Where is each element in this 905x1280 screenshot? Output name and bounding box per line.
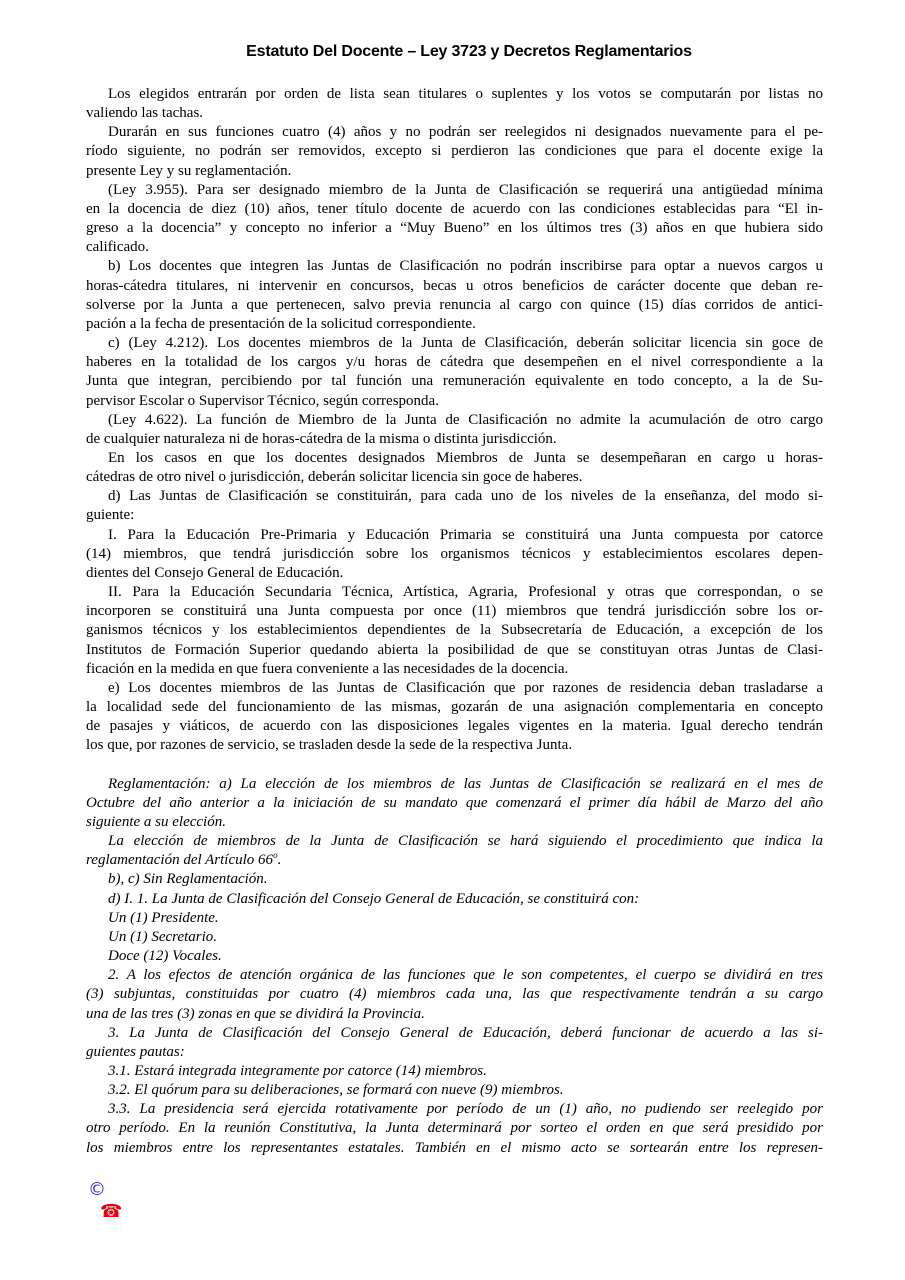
text-line	[86, 142, 823, 161]
text-line	[86, 123, 823, 142]
line-text: ganismos técnicos y los establecimientos dependientes de la Subsecretaría de Educación, a excepción de los	[86, 622, 823, 639]
regulation-section	[86, 775, 823, 1158]
paragraph	[86, 583, 823, 679]
line-text: guientes pautas:	[86, 1043, 185, 1060]
line-text: guiente:	[86, 507, 135, 524]
text-line	[86, 334, 823, 353]
text-line	[86, 1100, 823, 1119]
line-text: cátedras de otro nivel o jurisdicción, deberán solicitar licencia sin goce de haberes.	[86, 469, 583, 486]
text-line	[86, 947, 823, 966]
text-line	[86, 1119, 823, 1138]
line-text: dientes del Consejo General de Educación.	[86, 564, 344, 581]
text-line	[86, 870, 823, 889]
paragraph	[86, 1024, 823, 1062]
text-line	[86, 315, 823, 334]
text-line	[86, 832, 823, 851]
line-text: una de las tres (3) zonas en que se dividirá la Provincia.	[86, 1005, 425, 1022]
paragraph	[86, 85, 823, 123]
paragraph	[86, 1100, 823, 1157]
line-text: de pasajes y viáticos, de acuerdo con las disposiciones legales vigentes en la materia. Igual derecho tendrán	[86, 718, 823, 735]
text-line	[86, 890, 823, 909]
line-text: d) Las Juntas de Clasificación se constituirán, para cada uno de los niveles de la enseñanza, del modo si-	[108, 488, 823, 505]
law-section	[86, 85, 823, 755]
paragraph	[86, 411, 823, 449]
text-line	[86, 717, 823, 736]
line-text: los que, por razones de servicio, se trasladen desde la sede de la respectiva Junta.	[86, 737, 573, 754]
text-line	[86, 851, 823, 870]
line-text: Un (1) Secretario.	[108, 928, 217, 945]
text-line	[86, 277, 823, 296]
text-line	[86, 162, 823, 181]
text-line	[86, 411, 823, 430]
text-line	[86, 621, 823, 640]
section-gap	[86, 755, 823, 774]
text-line	[86, 1062, 823, 1081]
line-text: la localidad sede del funcionamiento de las mismas, gozarán de una asignación complementaria en concepto	[86, 699, 823, 715]
line-text: haberes en la totalidad de los cargos y/u horas de cátedra que desempeñen en el nivel correspondiente a la	[86, 354, 823, 371]
line-text: incorporen se constituirá una Junta compuesta por once (11) miembros que tendrá jurisdicción sobre los or-	[86, 603, 823, 620]
line-text: pervisor Escolar o Supervisor Técnico, según corresponda.	[86, 392, 439, 409]
paragraph	[86, 123, 823, 180]
line-text: (3) subjuntas, constituidas por cuatro (4) miembros cada una, las que respectivamente tendrán a su cargo	[86, 986, 823, 1003]
text-line	[86, 85, 823, 104]
text-line	[86, 449, 823, 468]
text-line	[86, 468, 823, 487]
line-text: b), c) Sin Reglamentación.	[108, 871, 268, 888]
line-text: Un (1) Presidente.	[108, 909, 219, 926]
text-line	[86, 928, 823, 947]
copyright-icon: ©	[88, 1179, 106, 1200]
line-text: Junta que integran, percibiendo por tal función una remuneración equivalente en todo concepto, a la de Su-	[86, 373, 823, 390]
text-line	[86, 583, 823, 602]
text-line	[86, 545, 823, 564]
line-text: Octubre del año anterior a la iniciación de su mandato que comenzará el primer día hábil de Marzo del año	[86, 794, 823, 811]
paragraph	[86, 928, 823, 947]
text-line	[86, 104, 823, 123]
line-text: 3.3. La presidencia será ejercida rotativamente por período de un (1) año, no pudiendo ser reelegido por	[108, 1101, 823, 1118]
paragraph	[86, 181, 823, 258]
text-line	[86, 698, 823, 717]
line-text: 3.1. Estará integrada integramente por catorce (14) miembros.	[108, 1062, 487, 1079]
line-text: En los casos en que los docentes designados Miembros de Junta se desempeñaran en cargo u horas-	[108, 449, 823, 466]
paragraph	[86, 487, 823, 525]
text-line	[86, 602, 823, 621]
text-line	[86, 1081, 823, 1100]
text-line	[86, 909, 823, 928]
line-text: (Ley 4.622). La función de Miembro de la Junta de Clasificación no admite la acumulación de otro cargo	[108, 411, 823, 428]
line-text: presente Ley y su reglamentación.	[86, 162, 292, 179]
line-text: horas-cátedra titulares, ni intervenir en concursos, becas u otros beneficios de carácter docente que deban re-	[86, 277, 823, 294]
line-text: ficación en la medida en que fuera conveniente a las necesidades de la docencia.	[86, 660, 569, 677]
paragraph	[86, 1062, 823, 1081]
line-tail: .	[277, 852, 282, 869]
text-line	[86, 966, 823, 985]
line-text: Reglamentación: a) La elección de los miembros de las Juntas de Clasificación se realizará en el mes de	[108, 775, 823, 792]
text-line	[86, 506, 823, 525]
line-text: pación a la fecha de presentación de la solicitud correspondiente.	[86, 315, 476, 332]
text-line	[86, 238, 823, 257]
line-text: en la docencia de diez (10) años, tener título docente de acuerdo con las condiciones establecidas para “El in-	[86, 200, 823, 217]
line-text: siguiente a su elección.	[86, 813, 226, 830]
phone-icon: ☎	[100, 1201, 123, 1222]
paragraph	[86, 679, 823, 756]
text-line	[86, 775, 823, 794]
paragraph	[86, 1081, 823, 1100]
text-line	[86, 660, 823, 679]
text-line	[86, 1005, 823, 1024]
line-text: Durarán en sus funciones cuatro (4) años y no podrán ser reelegidos ni designados nuevamente para el pe-	[108, 124, 823, 141]
text-line	[86, 392, 823, 411]
line-text: e) Los docentes miembros de las Juntas de Clasificación que por razones de residencia deban trasladarse a	[108, 679, 823, 696]
text-line	[86, 353, 823, 372]
text-line	[86, 296, 823, 315]
text-line	[86, 219, 823, 238]
text-line	[86, 526, 823, 545]
superscript: o	[273, 850, 278, 861]
text-line	[86, 564, 823, 583]
line-text: de cualquier naturaleza ni de horas-cátedra de la misma o distinta jurisdicción.	[86, 430, 557, 447]
line-text: (14) miembros, que tendrá jurisdicción sobre los organismos técnicos y establecimientos escolares depen-	[86, 545, 823, 562]
line-text: (Ley 3.955). Para ser designado miembro de la Junta de Clasificación se requerirá una antigüedad mínima	[108, 181, 823, 198]
line-text: calificado.	[86, 239, 149, 256]
paragraph	[86, 870, 823, 889]
line-text: los miembros entre los representantes estatales. También en el mismo acto se sortearán entre los represen-	[86, 1139, 823, 1156]
text-line	[86, 487, 823, 506]
line-text: 3. La Junta de Clasificación del Consejo General de Educación, deberá funcionar de acuerdo a las si-	[108, 1024, 823, 1041]
text-line	[86, 1139, 823, 1158]
text-line	[86, 679, 823, 698]
text-line	[86, 430, 823, 449]
text-line	[86, 641, 823, 660]
text-line	[86, 181, 823, 200]
text-line	[86, 985, 823, 1004]
paragraph	[86, 526, 823, 583]
line-text: b) Los docentes que integren las Juntas de Clasificación no podrán inscribirse para optar a nuevos cargos u	[108, 258, 823, 275]
line-text: greso a la docencia” y concepto no inferior a “Muy Bueno” en los últimos tres (3) años en que hubiera sido	[86, 220, 823, 237]
text-line	[86, 257, 823, 276]
page-title: Estatuto Del Docente – Ley 3723 y Decretos Reglamentarios	[246, 43, 692, 60]
text-line	[86, 736, 823, 755]
line-text: La elección de miembros de la Junta de Clasificación se hará siguiendo el procedimiento que indica la	[108, 833, 823, 850]
line-text: Los elegidos entrarán por orden de lista sean titulares o suplentes y los votos se computarán por listas no	[108, 86, 823, 102]
text-line	[86, 813, 823, 832]
line-text: II. Para la Educación Secundaria Técnica, Artística, Agraria, Profesional y otras que correspondan, o se	[108, 584, 823, 601]
line-text: I. Para la Educación Pre-Primaria y Educación Primaria se constituirá una Junta compuesta por catorce	[108, 526, 823, 543]
text-line	[86, 794, 823, 813]
paragraph	[86, 334, 823, 411]
line-text: d) I. 1. La Junta de Clasificación del Consejo General de Educación, se constituirá con:	[108, 890, 640, 907]
line-text: Doce (12) Vocales.	[108, 948, 222, 965]
paragraph	[86, 909, 823, 928]
paragraph	[86, 890, 823, 909]
line-text: otro período. En la reunión Constitutiva, la Junta determinará por sorteo el orden en que será presidido por	[86, 1120, 823, 1137]
paragraph	[86, 832, 823, 870]
document-body	[86, 85, 823, 1158]
text-line	[86, 372, 823, 391]
line-text: valiendo las tachas.	[86, 105, 204, 122]
line-text: solverse por la Junta a que pertenecen, salvo previa renuncia al cargo con quince (15) días corridos de antici-	[86, 296, 823, 313]
paragraph	[86, 257, 823, 334]
paragraph	[86, 449, 823, 487]
text-line	[86, 200, 823, 219]
line-text: c) (Ley 4.212). Los docentes miembros de la Junta de Clasificación, deberán solicitar licencia sin goce de	[108, 335, 823, 352]
line-text: ríodo siguiente, no podrán ser removidos, excepto si perdieron las condiciones que para el docente exige la	[86, 143, 823, 160]
text-line	[86, 1043, 823, 1062]
line-text: Institutos de Formación Superior quedando abierta la posibilidad de que se constituyan otras Juntas de Clasi-	[86, 641, 823, 658]
paragraph	[86, 966, 823, 1023]
paragraph	[86, 775, 823, 832]
paragraph	[86, 947, 823, 966]
text-line	[86, 1024, 823, 1043]
line-text: 2. A los efectos de atención orgánica de las funciones que le son competentes, el cuerpo se dividirá en tres	[108, 967, 823, 984]
line-text: reglamentación del Artículo 66	[86, 852, 274, 869]
line-text: 3.2. El quórum para su deliberaciones, se formará con nueve (9) miembros.	[108, 1082, 564, 1099]
